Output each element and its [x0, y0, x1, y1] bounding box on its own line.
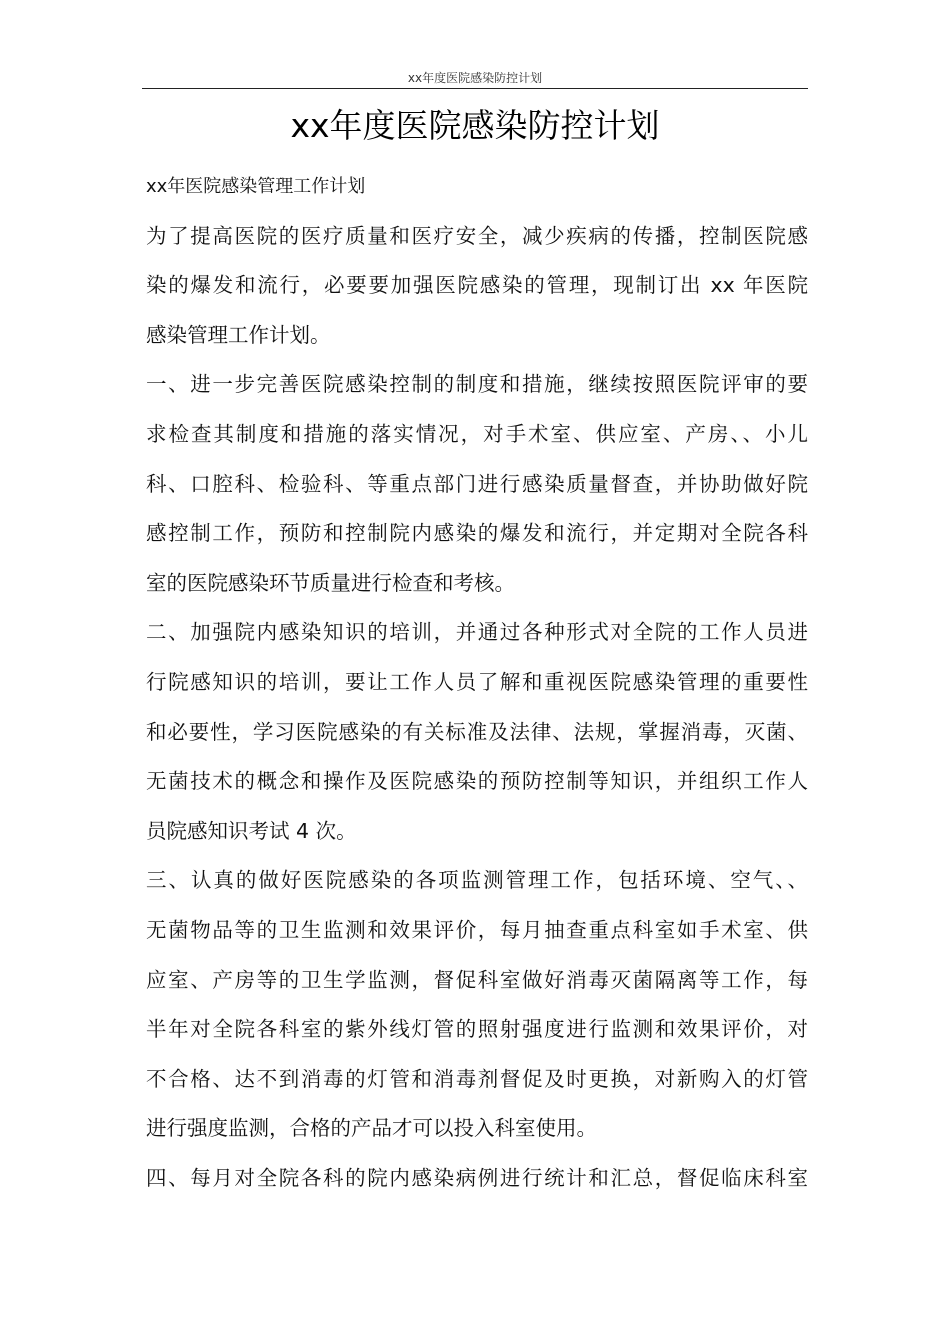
- text-line: 三、认真的做好医院感染的各项监测管理工作，包括环境、空气、、: [146, 868, 808, 893]
- text-line: 一、进一步完善医院感染控制的制度和措施，继续按照医院评审的要: [146, 372, 808, 397]
- text-line: 无菌技术的概念和操作及医院感染的预防控制等知识，并组织工作人: [146, 769, 808, 794]
- text-line: 应室、产房等的卫生学监测，督促科室做好消毒灭菌隔离等工作，每: [146, 967, 808, 992]
- document-body: [146, 170, 808, 1211]
- running-header: xx年度医院感染防控计划: [407, 71, 543, 85]
- text-line: 室的医院感染环节质量进行检查和考核。: [146, 570, 515, 595]
- header-rule: [142, 88, 808, 89]
- subtitle-line: xx年医院感染管理工作计划: [146, 176, 366, 197]
- text-line: 和必要性，学习医院感染的有关标准及法律、法规，掌握消毒，灭菌、: [146, 719, 808, 744]
- text-line: 求检查其制度和措施的落实情况，对手术室、供应室、产房、、小儿: [146, 421, 808, 446]
- text-line: 不合格、达不到消毒的灯管和消毒剂督促及时更换，对新购入的灯管: [146, 1066, 808, 1091]
- text-line: 四、每月对全院各科的院内感染病例进行统计和汇总，督促临床科室: [146, 1165, 808, 1190]
- text-line: 感控制工作，预防和控制院内感染的爆发和流行，并定期对全院各科: [146, 521, 808, 546]
- text-line: 染的爆发和流行，必要要加强医院感染的管理，现制订出 xx 年医院: [146, 273, 808, 298]
- text-line: 员院感知识考试 4 次。: [146, 818, 357, 843]
- text-line: 进行强度监测，合格的产品才可以投入科室使用。: [146, 1116, 597, 1141]
- text-line: 科、口腔科、检验科、等重点部门进行感染质量督查，并协助做好院: [146, 471, 808, 496]
- text-line: 感染管理工作计划。: [146, 322, 331, 347]
- page-title: xx年度医院感染防控计划: [290, 106, 660, 145]
- text-line: 行院感知识的培训，要让工作人员了解和重视医院感染管理的重要性: [146, 669, 808, 694]
- text-line: 半年对全院各科室的紫外线灯管的照射强度进行监测和效果评价，对: [146, 1017, 808, 1042]
- text-line: 为了提高医院的医疗质量和医疗安全，减少疾病的传播，控制医院感: [146, 223, 808, 248]
- text-line: 二、加强院内感染知识的培训，并通过各种形式对全院的工作人员进: [146, 620, 808, 645]
- text-line: 无菌物品等的卫生监测和效果评价，每月抽查重点科室如手术室、供: [146, 917, 808, 942]
